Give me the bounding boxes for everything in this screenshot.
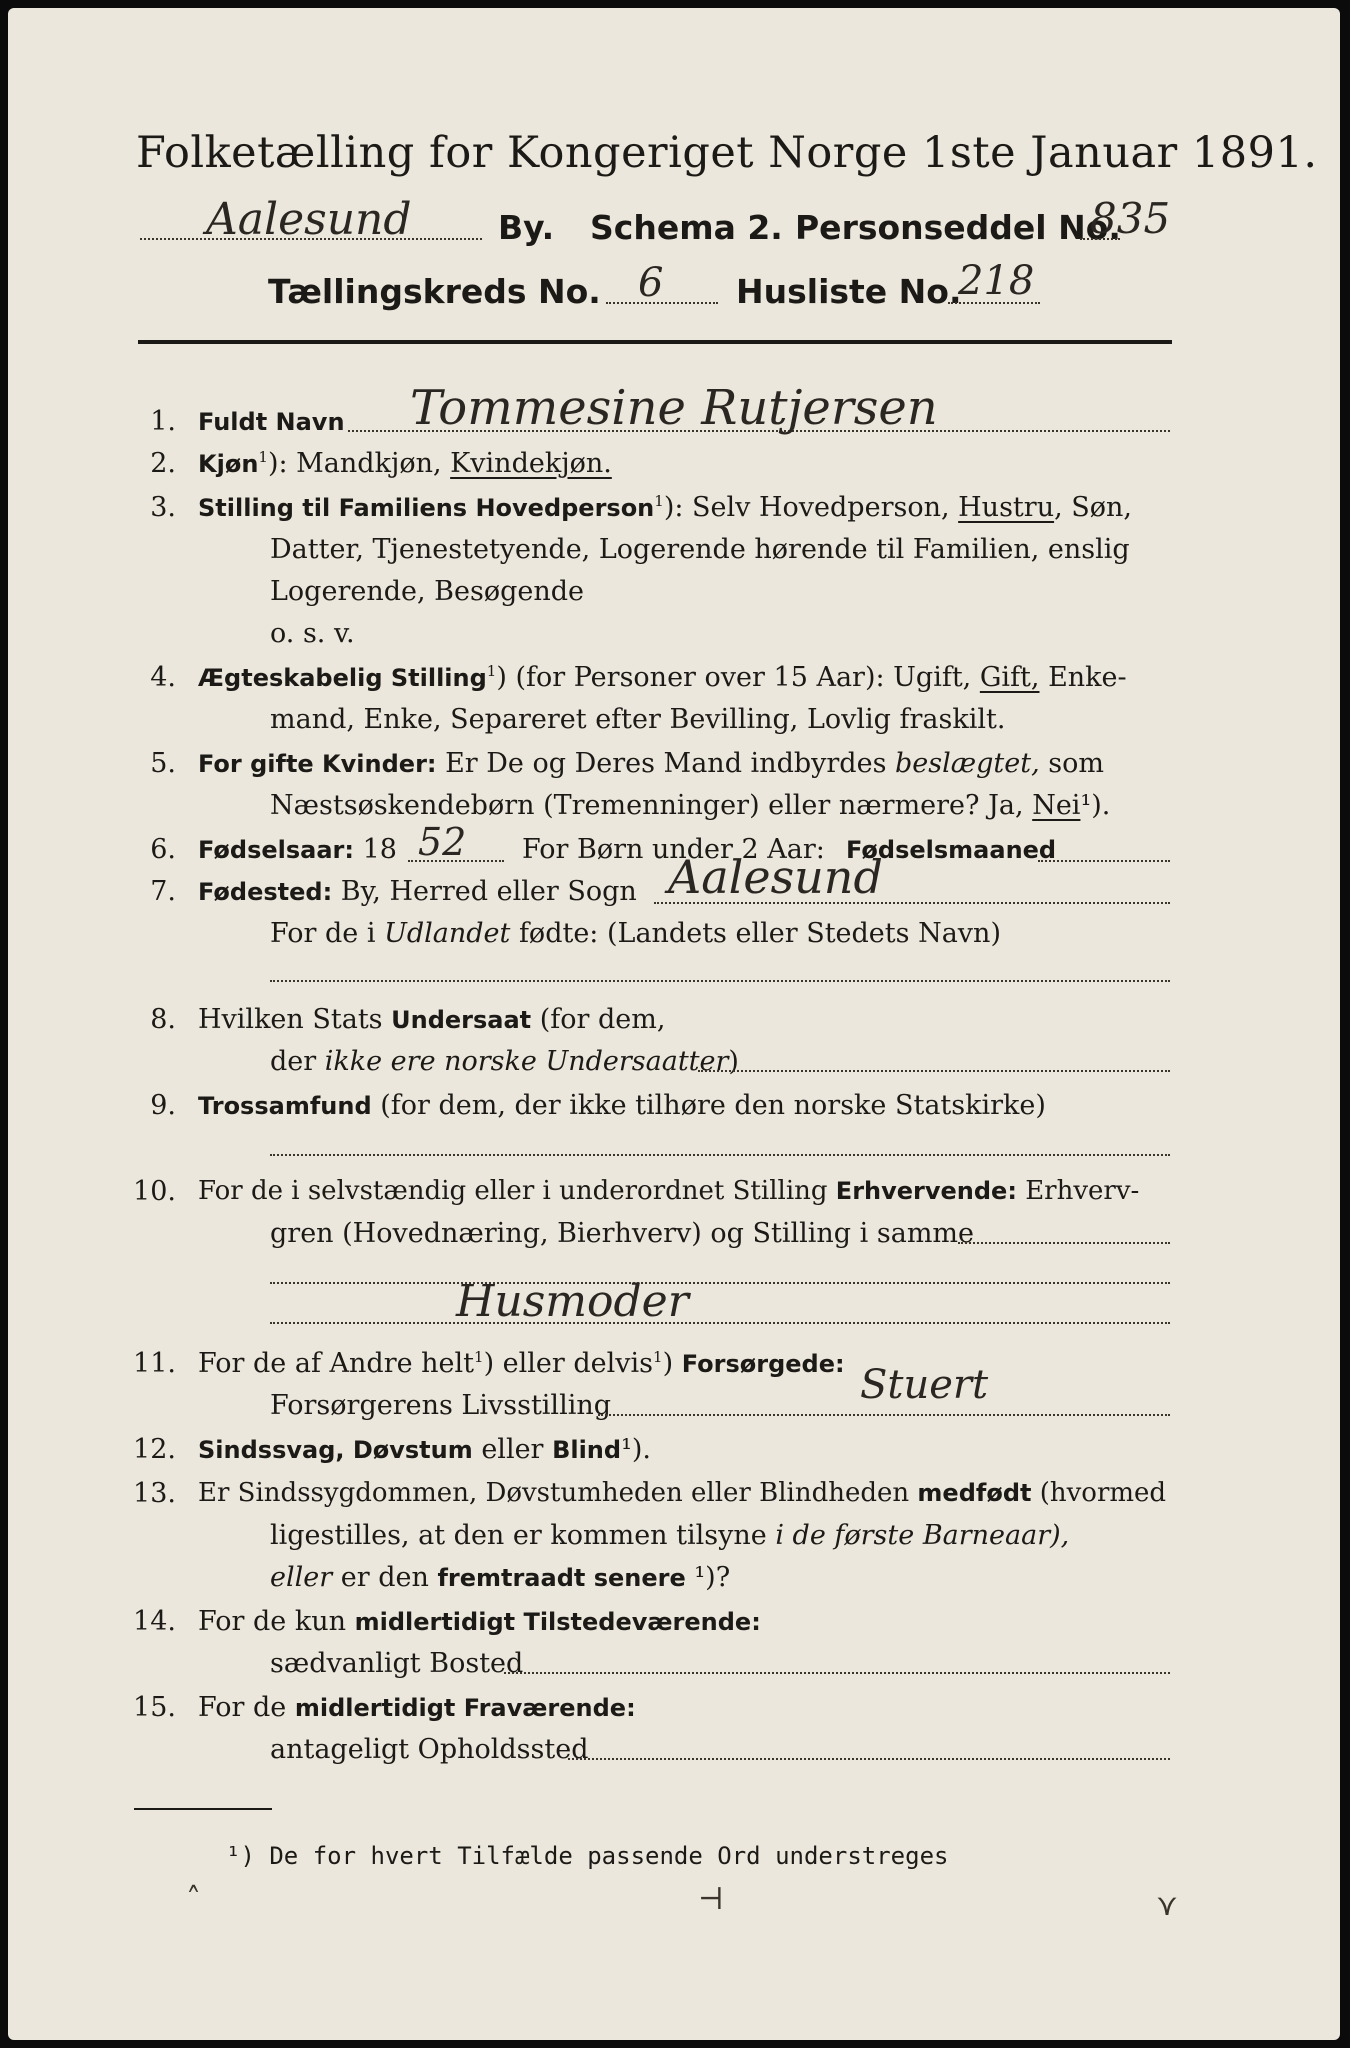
item13-number: 13. <box>133 1478 176 1509</box>
item10-number: 10. <box>133 1176 176 1207</box>
item4-sup: 1 <box>486 662 497 680</box>
item4-line2: mand, Enke, Separeret efter Bevilling, Lovlig fraskilt. <box>270 704 1006 735</box>
item2-line <box>198 448 612 479</box>
item14-line2: sædvanligt Bosted <box>270 1648 524 1679</box>
item7-number: 7. <box>150 876 176 907</box>
item2-sup: 1 <box>258 448 268 466</box>
item12-rest-a: eller <box>472 1434 553 1465</box>
item5-rest-b: som <box>1039 748 1104 779</box>
item1-label: Fuldt Navn <box>198 408 345 436</box>
item6-label: Fødselsaar: <box>198 836 354 864</box>
item12-number: 12. <box>133 1434 176 1465</box>
item9-rest: (for dem, der ikke tilhøre den norske Statskirke) <box>371 1090 1046 1121</box>
item11-sup1: 1 <box>474 1348 484 1366</box>
item8-number: 8. <box>150 1004 176 1035</box>
town-handwritten: Aalesund <box>206 194 412 245</box>
item7-label: Fødested: <box>198 878 333 906</box>
item11-line2: Forsørgerens Livsstilling <box>270 1390 612 1421</box>
item13-line2 <box>270 1520 1069 1551</box>
header-rule <box>138 340 1172 344</box>
item5-line2-b: ¹). <box>1080 790 1111 821</box>
item12-rest-b: ¹). <box>621 1434 652 1465</box>
item11-rest-b: ) eller delvis <box>483 1348 654 1379</box>
item13-barneaar: i de første Barneaar), <box>775 1520 1070 1551</box>
item12-sindssvag: Sindssvag, Døvstum <box>198 1436 473 1464</box>
item13-fremtraadt: fremtraadt senere <box>437 1564 686 1592</box>
item7-udlandet: Udlandet <box>384 918 511 949</box>
item8-line1-a: Hvilken Stats <box>198 1004 392 1035</box>
item5-rest-a: Er De og Deres Mand indbyrdes <box>436 748 896 779</box>
occupation-answer: Husmoder <box>456 1276 689 1327</box>
item3-line4: o. s. v. <box>270 618 355 649</box>
item5-nei-underlined: Nei <box>1032 790 1081 821</box>
item2-label: Kjøn <box>198 450 259 478</box>
item14-rest: For de kun <box>198 1606 355 1637</box>
item11-forsorgede: Forsørgede: <box>681 1350 845 1378</box>
by-label: By. <box>498 208 555 247</box>
item15-line2: antageligt Opholdssted <box>270 1734 589 1765</box>
item6-line <box>198 834 397 865</box>
item10-dotline1 <box>958 1242 1170 1244</box>
item4-label: Ægteskabelig Stilling <box>198 664 487 692</box>
corner-mark-left: ˄ <box>186 1882 201 1917</box>
item3-hustru-underlined: Hustru <box>958 492 1055 523</box>
item14-number: 14. <box>133 1606 176 1637</box>
item4-gift-underlined: Gift, <box>979 662 1040 693</box>
husliste-number: 218 <box>958 258 1035 304</box>
item10-dotline3 <box>270 1322 1170 1324</box>
item3-label: Stilling til Familiens Hovedperson <box>198 494 655 522</box>
item15-dotline <box>568 1758 1170 1760</box>
item5-label: For gifte Kvinder: <box>198 750 437 778</box>
item5-line2-a: Næstsøskendebørn (Tremenninger) eller nærmere? Ja, <box>270 790 1033 821</box>
item9-dotline <box>270 1154 1170 1156</box>
item7-rest: By, Herred eller Sogn <box>332 876 637 907</box>
item13-eller: eller <box>270 1562 333 1593</box>
item7-line2-a: For de i <box>270 918 385 949</box>
full-name-answer: Tommesine Rutjersen <box>410 380 938 436</box>
item12-blind: Blind <box>552 1436 622 1464</box>
birthyear-answer: 52 <box>418 820 467 864</box>
item4-line1 <box>198 662 1127 693</box>
item8-line2-a: der <box>270 1046 325 1077</box>
item10-rest-a: For de i selvstændig eller i underordnet Stilling <box>198 1176 836 1206</box>
item15-number: 15. <box>133 1692 176 1723</box>
item13-line3-b: ¹)? <box>685 1562 731 1593</box>
item6-rest: For Børn under 2 Aar: <box>522 834 825 865</box>
item6-prefix: 18 <box>354 834 397 865</box>
item8-ikke-norske: ikke ere norske Undersaatter <box>324 1046 729 1077</box>
item5-line2 <box>270 790 1110 821</box>
item11-rest-c: ) <box>662 1348 682 1379</box>
item8-line2-b: ) <box>728 1046 739 1077</box>
item2-rest-a: ): Mandkjøn, <box>267 448 451 479</box>
item9-trossamfund: Trossamfund <box>198 1092 372 1120</box>
item4-number: 4. <box>150 662 176 693</box>
item4-rest-a: ) (for Personer over 15 Aar): Ugift, <box>496 662 980 693</box>
item7-line2 <box>270 918 1001 949</box>
item7-line2-b: fødte: (Landets eller Stedets Navn) <box>510 918 1001 949</box>
personseddel-number: 835 <box>1090 194 1171 243</box>
corner-mark-right: ⋎ <box>1156 1888 1178 1923</box>
item10-rest-b: Erhverv- <box>1016 1176 1140 1206</box>
item13-rest-a: Er Sindssygdommen, Døvstumheden eller Blindheden <box>198 1478 918 1508</box>
item8-undersaat: Undersaat <box>391 1006 532 1034</box>
item10-line2: gren (Hovednæring, Bierhverv) og Stilling i samme <box>270 1218 975 1249</box>
footnote-rule <box>134 1808 272 1810</box>
item3-line3: Logerende, Besøgende <box>270 576 584 607</box>
item13-line3-a: er den <box>332 1562 438 1593</box>
item14-tilstedevaerende: midlertidigt Tilstedeværende: <box>354 1608 761 1636</box>
item10-dotline2 <box>270 1282 1170 1284</box>
item11-sup2: 1 <box>653 1348 663 1366</box>
item5-line1 <box>198 748 1104 779</box>
item9-line <box>198 1090 1046 1121</box>
item13-rest-b: (hvormed <box>1031 1478 1167 1508</box>
item2-kvindekjon-underlined: Kvindekjøn. <box>450 448 612 479</box>
provider-occupation-answer: Stuert <box>860 1362 989 1408</box>
item8-line1 <box>198 1004 665 1035</box>
item2-number: 2. <box>150 448 176 479</box>
item14-line1 <box>198 1606 761 1637</box>
item7-foreign-dotline <box>270 980 1170 982</box>
item11-rest-a: For de af Andre helt <box>198 1348 475 1379</box>
item9-number: 9. <box>150 1090 176 1121</box>
census-form-sheet <box>8 8 1340 2040</box>
item15-fravaerende: midlertidigt Fraværende: <box>294 1694 636 1722</box>
item10-erhvervende: Erhvervende: <box>835 1177 1017 1205</box>
item6-label2: Fødselsmaaned <box>846 836 1057 864</box>
taellingskreds-label: Tællingskreds No. <box>268 272 601 311</box>
schema-label: Schema 2. <box>590 208 783 247</box>
item13-line3 <box>270 1562 730 1593</box>
item10-line1 <box>198 1176 1139 1206</box>
taellingskreds-number: 6 <box>638 260 664 306</box>
item12-line <box>198 1434 651 1465</box>
item3-rest-a: ): Selv Hovedperson, <box>663 492 959 523</box>
birthmonth-dotline <box>1038 860 1170 862</box>
item5-beslaegtet: beslægtet, <box>895 748 1040 779</box>
item6-number: 6. <box>150 834 176 865</box>
item3-sup: 1 <box>654 492 664 510</box>
item1-number: 1. <box>150 406 176 437</box>
item7-line1 <box>198 876 637 907</box>
item13-line1 <box>198 1478 1166 1508</box>
corner-mark-center: ⊣ <box>698 1882 724 1917</box>
item11-number: 11. <box>133 1348 176 1379</box>
item5-number: 5. <box>150 748 176 779</box>
birthplace-answer: Aalesund <box>668 850 883 904</box>
item3-line1 <box>198 492 1132 523</box>
item8-line1-b: (for dem, <box>531 1004 666 1035</box>
form-title: Folketælling for Kongeriget Norge 1ste Januar 1891. <box>136 128 1318 178</box>
item8-line2 <box>270 1046 739 1077</box>
footnote: ¹) De for hvert Tilfælde passende Ord understreges <box>226 1842 949 1870</box>
item3-rest-b: , Søn, <box>1054 492 1132 523</box>
item3-line2: Datter, Tjenestetyende, Logerende hørende til Familien, enslig <box>270 534 1130 565</box>
item11-dotline <box>598 1414 1170 1416</box>
item11-line1 <box>198 1348 845 1379</box>
husliste-label: Husliste No. <box>736 272 962 311</box>
item8-dotline <box>698 1070 1170 1072</box>
item15-rest: For de <box>198 1692 295 1723</box>
personseddel-label: Personseddel No. <box>795 208 1121 247</box>
item14-dotline <box>504 1672 1170 1674</box>
item15-line1 <box>198 1692 636 1723</box>
item13-line2-a: ligestilles, at den er kommen tilsyne <box>270 1520 776 1551</box>
item13-medfodt: medfødt <box>917 1479 1032 1507</box>
item4-rest-b: Enke- <box>1039 662 1127 693</box>
item3-number: 3. <box>150 492 176 523</box>
